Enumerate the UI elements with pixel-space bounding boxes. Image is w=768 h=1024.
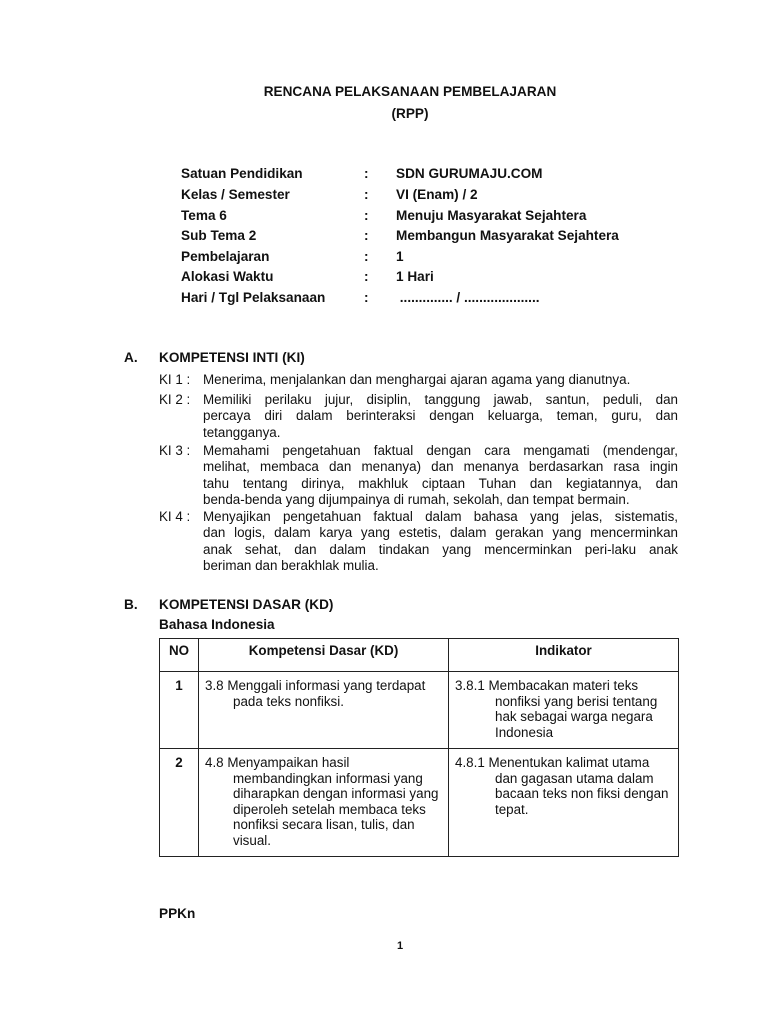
indikator-cell: 4.8.1 Menentukan kalimat utama dan gagasan utama dalam bacaan teks non fiksi dengan tepat. <box>455 755 669 817</box>
table-row <box>160 672 679 749</box>
ki-line: benda-benda yang dijumpainya di rumah, sekolah, dan tempat bermain. <box>203 492 630 508</box>
ki-label: KI 3 : <box>159 443 191 458</box>
table-header-no: NO <box>160 639 199 672</box>
section-b-letter: B. <box>124 597 138 612</box>
ki-label: KI 4 : <box>159 509 191 524</box>
section-a-title: KOMPETENSI INTI (KI) <box>159 350 305 365</box>
identity-colon: : <box>364 269 369 284</box>
ki-line: anak sehat, dan dalam tindakan yang mencerminkan peri-laku anak <box>203 541 678 557</box>
identity-value: 1 <box>396 249 404 264</box>
table-header-indikator: Indikator <box>449 639 679 672</box>
identity-colon: : <box>364 166 369 181</box>
identity-label: Alokasi Waktu <box>181 269 274 284</box>
identity-value: 1 Hari <box>396 269 434 284</box>
ki-line: beriman dan berakhlak mulia. <box>203 558 379 574</box>
identity-colon: : <box>364 228 369 243</box>
section-b-title: KOMPETENSI DASAR (KD) <box>159 597 334 612</box>
section-a-letter: A. <box>124 350 138 365</box>
identity-label: Sub Tema 2 <box>181 228 257 243</box>
row-number: 2 <box>160 749 199 857</box>
ki-label: KI 2 : <box>159 392 191 407</box>
identity-colon: : <box>364 290 369 305</box>
identity-value: .............. / .................... <box>396 290 540 305</box>
page-number: 1 <box>396 940 404 952</box>
indikator-cell: 3.8.1 Membacakan materi teks nonfiksi yang berisi tentang hak sebagai warga negara Indonesia <box>455 678 658 740</box>
ki-label: KI 1 : <box>159 372 191 387</box>
ki-line: Memahami pengetahuan faktual dengan cara mengamati (mendengar, <box>203 443 678 458</box>
identity-value: VI (Enam) / 2 <box>396 187 478 202</box>
subject-heading: Bahasa Indonesia <box>159 617 275 632</box>
identity-label: Kelas / Semester <box>181 187 290 202</box>
document-subtitle: (RPP) <box>391 106 429 121</box>
ki-line: melihat, membaca dan menanya) dan menanya berdasarkan rasa ingin <box>203 459 678 475</box>
identity-colon: : <box>364 208 369 223</box>
identity-label: Hari / Tgl Pelaksanaan <box>181 290 326 305</box>
ki-line: percaya diri dalam berinteraksi dengan keluarga, teman, guru, dan <box>203 408 678 424</box>
kd-cell: 4.8 Menyampaikan hasil membandingkan informasi yang diharapkan dengan informasi yang diperoleh setelah membaca teks nonfiksi secara lisan, tulis, dan visual. <box>205 755 439 848</box>
ki-line: dan logis, dalam karya yang estetis, dalam gerakan yang mencerminkan <box>203 525 678 541</box>
table-header-kd: Kompetensi Dasar (KD) <box>199 639 449 672</box>
kd-cell: 3.8 Menggali informasi yang terdapat pada teks nonfiksi. <box>205 678 426 709</box>
ki-line: Menyajikan pengetahuan faktual dalam bahasa yang jelas, sistematis, <box>203 509 678 524</box>
ki-line: Menerima, menjalankan dan menghargai ajaran agama yang dianutnya. <box>203 372 631 387</box>
table-header-row <box>160 639 679 672</box>
identity-value: Menuju Masyarakat Sejahtera <box>396 208 587 223</box>
identity-label: Tema 6 <box>181 208 227 223</box>
identity-colon: : <box>364 249 369 264</box>
row-number: 1 <box>160 672 199 749</box>
identity-value: SDN GURUMAJU.COM <box>396 166 543 181</box>
identity-label: Satuan Pendidikan <box>181 166 303 181</box>
identity-label: Pembelajaran <box>181 249 270 264</box>
ki-line: Memiliki perilaku jujur, disiplin, tanggung jawab, santun, peduli, dan <box>203 392 678 407</box>
kd-table <box>159 638 679 857</box>
table-row <box>160 749 679 857</box>
next-subject-heading: PPKn <box>159 906 196 921</box>
document-title: RENCANA PELAKSANAAN PEMBELAJARAN <box>263 84 557 99</box>
ki-line: tahu tentang dirinya, makhluk ciptaan Tuhan dan kegiatannya, dan <box>203 475 678 491</box>
identity-colon: : <box>364 187 369 202</box>
ki-line: tetangganya. <box>203 424 281 440</box>
identity-value: Membangun Masyarakat Sejahtera <box>396 228 619 243</box>
